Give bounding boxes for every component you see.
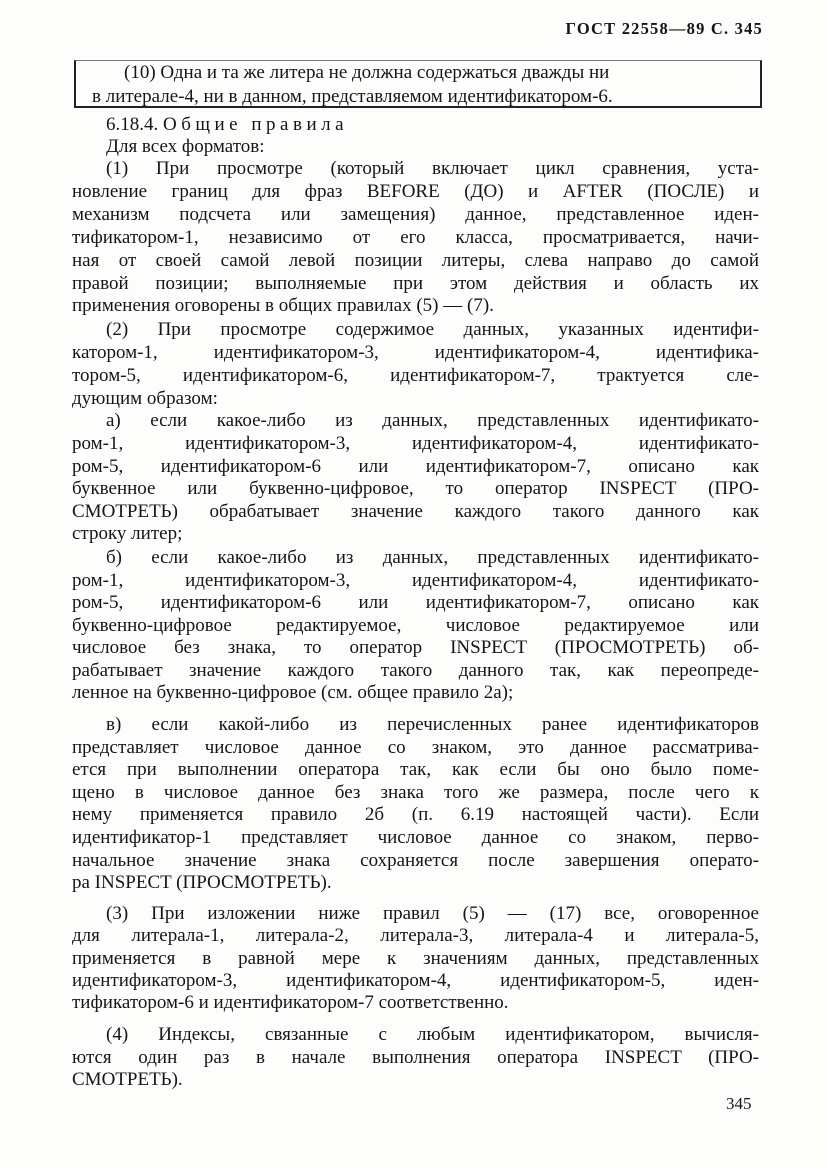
text-line: нему применяется правило 2б (п. 6.19 настоящей части). Если <box>72 804 759 825</box>
text-line: начальное значение знака сохраняется после завершения операто- <box>72 850 759 871</box>
text-line: применяется в равной мере к значениям данных, представленных <box>72 948 759 969</box>
text-line: (2) При просмотре содержимое данных, указанных идентифи- <box>106 319 759 340</box>
text-line: числовое без знака, то оператор INSPECT (ПРОСМОТРЕТЬ) об- <box>72 637 759 658</box>
text-line: СМОТРЕТЬ) обрабатывает значение каждого такого данного как <box>72 501 759 522</box>
text-line: применения оговорены в общих правилах (5) — (7). <box>72 295 494 316</box>
text-line: (4) Индексы, связанные с любым идентификатором, вычисля- <box>106 1024 759 1045</box>
text-line: буквенное или буквенно-цифровое, то оператор INSPECT (ПРО- <box>72 478 759 499</box>
text-line: дующим образом: <box>72 388 218 409</box>
section-number: 6.18.4. <box>106 114 159 135</box>
text-line: буквенно-цифровое редактируемое, числовое редактируемое или <box>72 615 759 636</box>
text-line: ром-5, идентификатором-6 или идентификатором-7, описано как <box>72 456 759 477</box>
boxed-note <box>74 60 762 108</box>
text-line: ленное на буквенно-цифровое (см. общее правило 2а); <box>72 682 514 703</box>
text-line: (3) При изложении ниже правил (5) — (17) все, оговоренное <box>106 903 759 924</box>
boxed-note-line-2: в литерале-4, ни в данном, представляемом идентификатором-6. <box>92 86 613 107</box>
text-line: в) если какой-либо из перечисленных ранее идентификаторов <box>106 714 759 735</box>
text-line: СМОТРЕТЬ). <box>72 1069 183 1090</box>
running-header: ГОСТ 22558—89 С. 345 <box>565 19 763 38</box>
text-line: тором-5, идентификатором-6, идентификатором-7, трактуется сле- <box>72 365 759 386</box>
text-line: (1) При просмотре (который включает цикл сравнения, уста- <box>106 158 759 179</box>
text-line: идентификатором-3, идентификатором-4, идентификатором-5, иден- <box>72 970 759 991</box>
text-line: ная от своей самой левой позиции литеры, слева направо до самой <box>72 250 759 271</box>
text-line: механизм подсчета или замещения) данное, представленное иден- <box>72 204 759 225</box>
text-line: щено в числовое данное без знака того же размера, после чего к <box>72 782 759 803</box>
text-line: идентификатор-1 представляет числовое данное со знаком, перво- <box>72 827 759 848</box>
text-line: ются один раз в начале выполнения оператора INSPECT (ПРО- <box>72 1047 759 1068</box>
text-line: ром-5, идентификатором-6 или идентификатором-7, описано как <box>72 592 759 613</box>
text-line: катором-1, идентификатором-3, идентификатором-4, идентифика- <box>72 342 759 363</box>
text-line: б) если какое-либо из данных, представленных идентификато- <box>106 547 759 568</box>
boxed-note-line-1: (10) Одна и та же литера не должна содержаться дважды ни <box>124 62 610 83</box>
text-line: ром-1, идентификатором-3, идентификатором-4, идентификато- <box>72 570 759 591</box>
text-line: тификатором-1, независимо от его класса, просматривается, начи- <box>72 227 759 248</box>
text-line: правой позиции; выполняемые при этом действия и область их <box>72 273 759 294</box>
text-line: тификатором-6 и идентификатором-7 соответственно. <box>72 992 509 1013</box>
section-heading <box>106 114 759 136</box>
text-line: а) если какое-либо из данных, представленных идентификато- <box>106 410 759 431</box>
page-number: 345 <box>726 1094 752 1113</box>
text-line: строку литер; <box>72 523 183 544</box>
text-line: ра INSPECT (ПРОСМОТРЕТЬ). <box>72 872 332 893</box>
text-line: новление границ для фраз BEFORE (ДО) и AFTER (ПОСЛЕ) и <box>72 181 759 202</box>
text-line: для литерала-1, литерала-2, литерала-3, литерала-4 и литерала-5, <box>72 925 759 946</box>
text-line: Для всех форматов: <box>106 136 265 157</box>
text-line: ром-1, идентификатором-3, идентификатором-4, идентификато- <box>72 433 759 454</box>
text-line: представляет числовое данное со знаком, это данное рассматрива- <box>72 737 759 758</box>
text-line: ется при выполнении оператора так, как если бы оно было поме- <box>72 759 759 780</box>
text-line: рабатывает значение каждого такого данного так, как переопреде- <box>72 660 759 681</box>
section-title: Общие правила <box>163 114 349 135</box>
